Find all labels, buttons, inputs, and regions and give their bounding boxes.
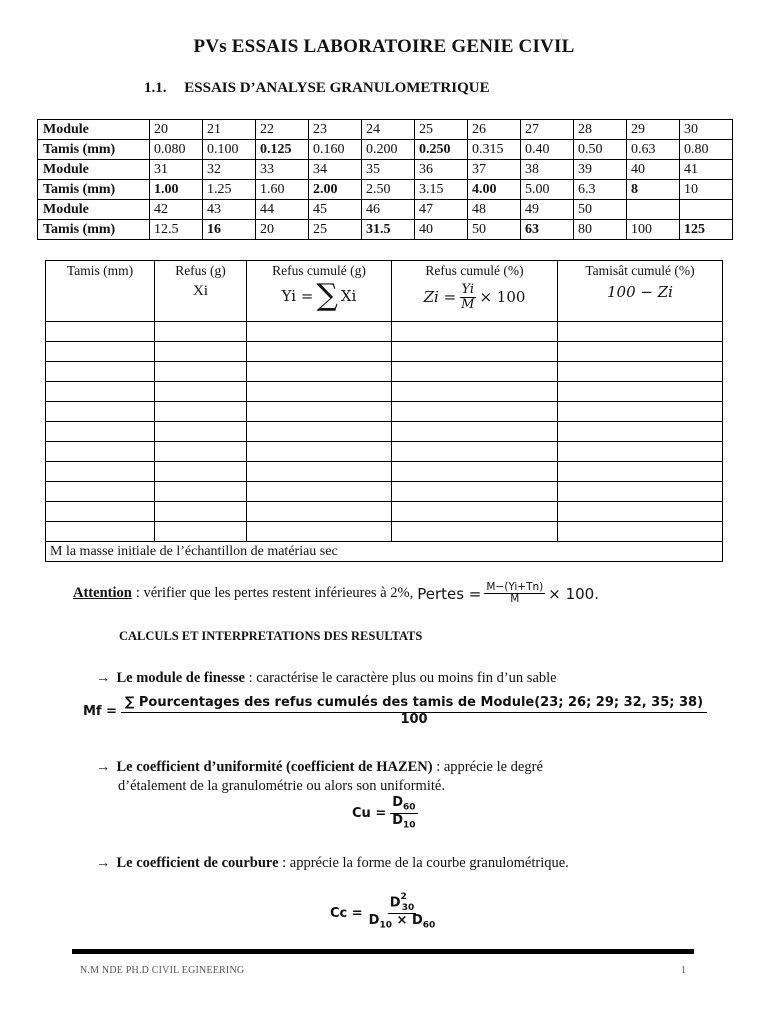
- empty-cell[interactable]: [558, 322, 723, 342]
- table-cell: 21: [203, 120, 256, 140]
- table-cell: 0.63: [627, 140, 680, 160]
- table-cell: 38: [521, 160, 574, 180]
- empty-cell[interactable]: [247, 522, 392, 542]
- formula-yi: Yi = ∑ Xi: [281, 278, 357, 313]
- header-tamisat: Tamisât cumulé (%) 100 − Zi: [558, 261, 723, 322]
- table-cell: 32: [203, 160, 256, 180]
- table-cell: [627, 200, 680, 220]
- empty-cell[interactable]: [558, 462, 723, 482]
- empty-cell[interactable]: [392, 502, 558, 522]
- empty-cell[interactable]: [247, 322, 392, 342]
- table-row: [46, 502, 723, 522]
- empty-cell[interactable]: [558, 442, 723, 462]
- row-label: Module: [38, 160, 150, 180]
- empty-cell[interactable]: [392, 322, 558, 342]
- table-cell: 0.315: [468, 140, 521, 160]
- footer-author: N.M NDE PH.D CIVIL EGINEERING: [80, 965, 245, 976]
- empty-cell[interactable]: [247, 482, 392, 502]
- table-cell: 0.160: [309, 140, 362, 160]
- header-refus-xi: Xi: [193, 283, 208, 299]
- table-cell: 1.25: [203, 180, 256, 200]
- section-heading: [144, 80, 490, 97]
- table-cell: 48: [468, 200, 521, 220]
- table-cell: 36: [415, 160, 468, 180]
- empty-cell[interactable]: [558, 522, 723, 542]
- table-cell: 20: [150, 120, 203, 140]
- empty-cell[interactable]: [46, 362, 155, 382]
- table-cell: 0.080: [150, 140, 203, 160]
- empty-cell[interactable]: [155, 522, 247, 542]
- formula-cc: Cc = $\frac{D^2_{30}}{D_{10} \times D_{60}}$: [330, 892, 436, 931]
- formula-mf: Mf = ∑ Pourcentages des refus cumulés des tamis de Module(23; 26; 29; 32, 35; 38) 100: [83, 696, 711, 726]
- table-cell: 63: [521, 220, 574, 240]
- empty-cell[interactable]: [247, 382, 392, 402]
- table-cell: 26: [468, 120, 521, 140]
- table-cell: 0.40: [521, 140, 574, 160]
- empty-cell[interactable]: [155, 502, 247, 522]
- formula-cu: Cu = $\frac{D_{60}}{D_{10}}$: [352, 795, 416, 831]
- empty-cell[interactable]: [392, 462, 558, 482]
- empty-cell[interactable]: [392, 522, 558, 542]
- table-header-row: [46, 261, 723, 322]
- empty-cell[interactable]: [155, 362, 247, 382]
- table-cell: 125: [680, 220, 733, 240]
- table-cell: 2.00: [309, 180, 362, 200]
- calc-heading: CALCULS ET INTERPRETATIONS DES RESULTATS: [119, 629, 423, 643]
- empty-cell[interactable]: [155, 402, 247, 422]
- table-cell: 0.100: [203, 140, 256, 160]
- table-cell: 31: [150, 160, 203, 180]
- table-cell: 1.00: [150, 180, 203, 200]
- table-cell: 8: [627, 180, 680, 200]
- table-cell: 28: [574, 120, 627, 140]
- empty-cell[interactable]: [558, 502, 723, 522]
- empty-cell[interactable]: [46, 442, 155, 462]
- table-cell: 25: [415, 120, 468, 140]
- attention-text: : vérifier que les pertes restent inférieures à 2%,: [135, 585, 414, 602]
- table-cell: 46: [362, 200, 415, 220]
- table-cell: [680, 200, 733, 220]
- empty-cell[interactable]: [247, 362, 392, 382]
- page-number: 1: [681, 965, 686, 976]
- empty-cell[interactable]: [392, 422, 558, 442]
- table-row: [38, 140, 733, 160]
- table-cell: 0.250: [415, 140, 468, 160]
- table-row: [46, 342, 723, 362]
- table-cell: 1.60: [256, 180, 309, 200]
- formula-zi: Zi = $\frac{Yi}{M}$ × 100: [423, 282, 526, 312]
- table-cell: 20: [256, 220, 309, 240]
- empty-cell[interactable]: [558, 402, 723, 422]
- header-refus-cumule: Refus cumulé (g) Yi = ∑ Xi: [247, 261, 392, 322]
- table-cell: 5.00: [521, 180, 574, 200]
- table-cell: 6.3: [574, 180, 627, 200]
- table-footer-row: [46, 542, 723, 562]
- table-row: [38, 180, 733, 200]
- page-title: PVs ESSAIS LABORATOIRE GENIE CIVIL: [193, 36, 575, 57]
- empty-cell[interactable]: [46, 462, 155, 482]
- table-cell: 50: [574, 200, 627, 220]
- empty-cell[interactable]: [155, 442, 247, 462]
- table-cell: 41: [680, 160, 733, 180]
- table-row: [46, 522, 723, 542]
- empty-cell[interactable]: [558, 362, 723, 382]
- empty-cell[interactable]: [46, 322, 155, 342]
- table-cell: 22: [256, 120, 309, 140]
- table-cell: 10: [680, 180, 733, 200]
- table-cell: 0.80: [680, 140, 733, 160]
- row-label: Tamis (mm): [38, 140, 150, 160]
- table-cell: 44: [256, 200, 309, 220]
- section-number: 1.1.: [144, 80, 167, 96]
- table-row: [38, 220, 733, 240]
- table-row: [46, 482, 723, 502]
- table-cell: 42: [150, 200, 203, 220]
- table-cell: 27: [521, 120, 574, 140]
- table-row: [46, 382, 723, 402]
- attention-note: [73, 582, 599, 605]
- table-cell: 0.125: [256, 140, 309, 160]
- granulometry-table: [45, 260, 723, 562]
- empty-cell[interactable]: [46, 522, 155, 542]
- empty-cell[interactable]: [247, 462, 392, 482]
- empty-cell[interactable]: [558, 382, 723, 402]
- table-row: [38, 120, 733, 140]
- formula-tamisat: 100 − Zi: [607, 283, 673, 301]
- table-cell: 35: [362, 160, 415, 180]
- table-row: [38, 160, 733, 180]
- attention-label: Attention: [73, 585, 132, 602]
- table-row: [46, 442, 723, 462]
- table-cell: 2.50: [362, 180, 415, 200]
- table-row: [46, 402, 723, 422]
- module-sieve-table: [37, 119, 733, 240]
- empty-cell[interactable]: [558, 422, 723, 442]
- empty-cell[interactable]: [46, 422, 155, 442]
- empty-cell[interactable]: [247, 342, 392, 362]
- footer-rule: [72, 949, 694, 954]
- row-label: Module: [38, 200, 150, 220]
- empty-cell[interactable]: [155, 462, 247, 482]
- empty-cell[interactable]: [46, 402, 155, 422]
- table-cell: 39: [574, 160, 627, 180]
- table-cell: 49: [521, 200, 574, 220]
- empty-cell[interactable]: [247, 402, 392, 422]
- empty-cell[interactable]: [46, 482, 155, 502]
- table-cell: 100: [627, 220, 680, 240]
- empty-cell[interactable]: [247, 422, 392, 442]
- table-cell: 47: [415, 200, 468, 220]
- empty-cell[interactable]: [155, 342, 247, 362]
- empty-cell[interactable]: [392, 382, 558, 402]
- header-refus: Refus (g) Xi: [155, 261, 247, 322]
- header-refus-cumule-pct: Refus cumulé (%) Zi = $\frac{Yi}{M}$ × 100: [392, 261, 558, 322]
- table-cell: 0.50: [574, 140, 627, 160]
- table-row: [46, 462, 723, 482]
- table-cell: 34: [309, 160, 362, 180]
- table-cell: 23: [309, 120, 362, 140]
- table-cell: 3.15: [415, 180, 468, 200]
- table-row: [46, 422, 723, 442]
- empty-cell[interactable]: [392, 402, 558, 422]
- table-row: [46, 362, 723, 382]
- empty-cell[interactable]: [247, 502, 392, 522]
- header-tamis: Tamis (mm): [46, 261, 155, 322]
- table-cell: 12.5: [150, 220, 203, 240]
- empty-cell[interactable]: [46, 342, 155, 362]
- table-cell: 43: [203, 200, 256, 220]
- empty-cell[interactable]: [558, 342, 723, 362]
- empty-cell[interactable]: [155, 382, 247, 402]
- table-cell: 0.200: [362, 140, 415, 160]
- table-cell: 31.5: [362, 220, 415, 240]
- empty-cell[interactable]: [155, 422, 247, 442]
- empty-cell[interactable]: [392, 362, 558, 382]
- table-cell: 80: [574, 220, 627, 240]
- empty-cell[interactable]: [247, 442, 392, 462]
- courbure-text: → Le coefficient de courbure : apprécie la forme de la courbe granulométrique.: [96, 855, 569, 871]
- table-cell: 40: [415, 220, 468, 240]
- table-row: [38, 200, 733, 220]
- empty-cell[interactable]: [46, 502, 155, 522]
- pertes-fraction: $\frac{M-(Yi+Tn)}{M}$: [486, 581, 544, 606]
- uniformite-text: → Le coefficient d’uniformité (coefficient de HAZEN) : apprécie le degré d’étalement de la granulométrie ou alors son uniformité.: [96, 759, 543, 794]
- empty-cell[interactable]: [392, 342, 558, 362]
- table-row: [46, 322, 723, 342]
- pertes-tail: × 100.: [548, 584, 599, 603]
- empty-cell[interactable]: [392, 482, 558, 502]
- pertes-label: Pertes =: [417, 584, 482, 603]
- table-cell: 40: [627, 160, 680, 180]
- empty-cell[interactable]: [155, 322, 247, 342]
- empty-cell[interactable]: [155, 482, 247, 502]
- table-cell: 25: [309, 220, 362, 240]
- table-cell: 24: [362, 120, 415, 140]
- table-cell: 4.00: [468, 180, 521, 200]
- empty-cell[interactable]: [46, 382, 155, 402]
- row-label: Module: [38, 120, 150, 140]
- empty-cell[interactable]: [392, 442, 558, 462]
- row-label: Tamis (mm): [38, 220, 150, 240]
- section-title: ESSAIS D’ANALYSE GRANULOMETRIQUE: [184, 80, 490, 96]
- table-cell: 33: [256, 160, 309, 180]
- row-label: Tamis (mm): [38, 180, 150, 200]
- mass-note: M la masse initiale de l’échantillon de matériau sec: [46, 542, 723, 562]
- table-cell: 45: [309, 200, 362, 220]
- table-cell: 50: [468, 220, 521, 240]
- table-cell: 30: [680, 120, 733, 140]
- empty-cell[interactable]: [558, 482, 723, 502]
- table-cell: 37: [468, 160, 521, 180]
- table-cell: 16: [203, 220, 256, 240]
- module-finesse-text: → Le module de finesse : caractérise le caractère plus ou moins fin d’un sable: [96, 670, 557, 686]
- table-cell: 29: [627, 120, 680, 140]
